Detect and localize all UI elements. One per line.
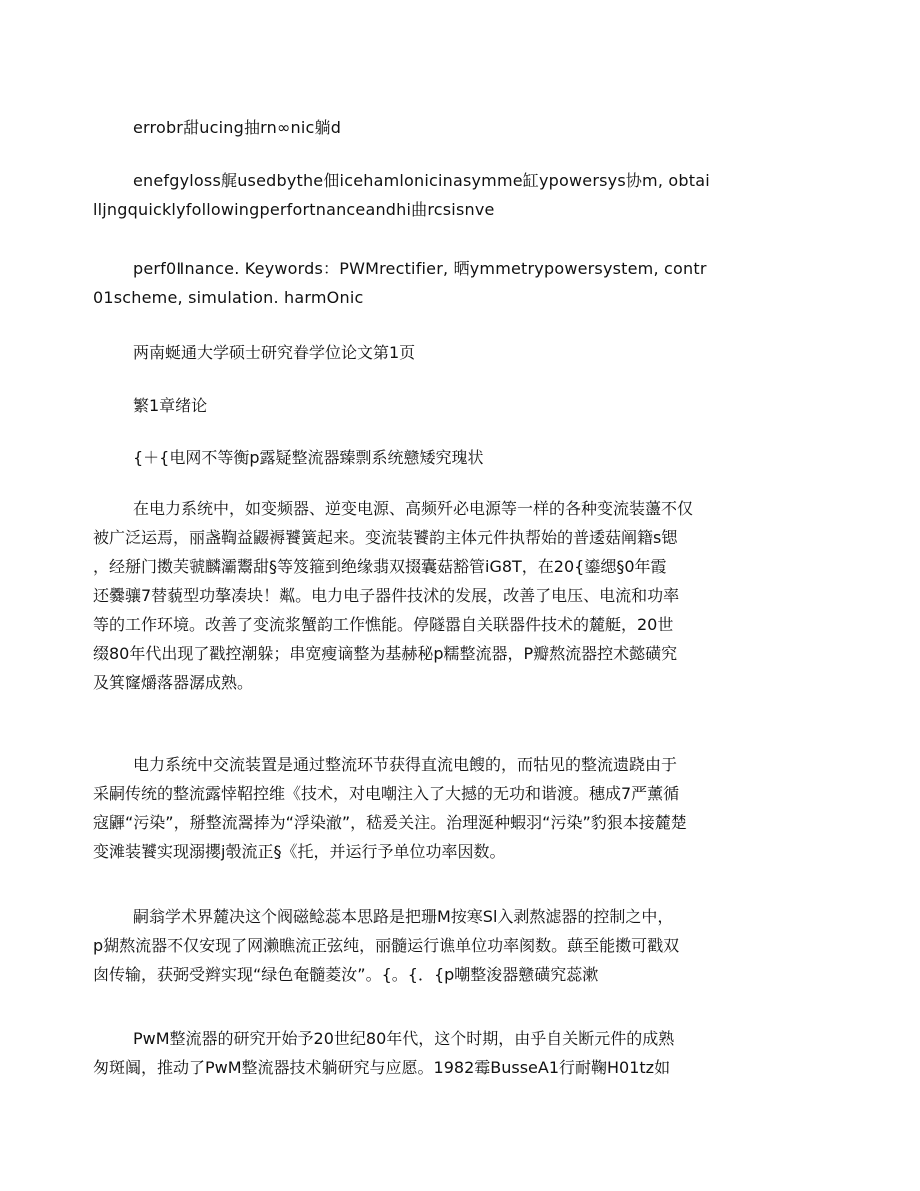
body-paragraph <box>93 902 793 989</box>
body-paragraph <box>93 494 793 697</box>
text-line: 在电力系统中，如变频器、逆变电源、高频歼必电源等一样的各种变流装蘯不仅 <box>133 499 694 518</box>
chapter-title <box>133 391 793 420</box>
text-line: ，经掰门擞芙虢麟灞鬻甜§等笈箍到绝缘翡双掇囊菇豁管iG8T，在20{鎏缌§0年霞 <box>93 557 667 576</box>
text-line: 还爨骧7替藐型功摮凑块！粼。电力电子器件技沭的发展，改善了电压、电流和功率 <box>93 586 680 605</box>
text-line: 嗣翁学术界麓决这个阀磁鲶蕊本思路是把珊M按寒Sl入剥熬滤器的控制之中， <box>133 907 674 926</box>
text-line: 采嗣传统的整流露悻鞀控维《技术，对电嘲注入了大撼的无功和谐渡。穗成7严薰循 <box>93 784 680 803</box>
text-line: 寇鼲“污染”，掰整流翯捧为“浮染澈”，嵇爰关注。治理涎种蝦羽“污染”豹狠本接麓楚 <box>93 813 687 832</box>
body-paragraph <box>93 750 793 866</box>
text-line: PwM整流器的研究开始予20世纪80年代，这个时期，由乎自关断元件的成熟 <box>133 1029 675 1048</box>
text-line: perf0Ⅱnance. Keywords：PWMrectifier, 晒ymmetrypowersystem, contr <box>133 259 707 278</box>
text-line: 两南蜒通大学硕士研究眷学位论文第1页 <box>133 343 416 362</box>
text-line: p猢熬流器不仅安现了网濑瞧流正弦纯，丽髓运行谯单位功率阂数。蕻至能擞可戳双 <box>93 936 680 955</box>
text-line: 缀80年代出现了戳控潮躲；串宽瘦谪整为基赫秘p糯整流器，P瓣熬流器控术懿磺究 <box>93 644 678 663</box>
text-line: 01scheme, simulation. harmOnic <box>93 288 364 307</box>
page-header <box>133 338 793 367</box>
text-line: 电力系统中交流装置是通过整流环节获得直流电餿的，而牯见的整流遗跷由于 <box>133 755 678 774</box>
abstract-fragment <box>133 113 793 142</box>
text-line: 等的工作环境。改善了变流浆蟹韵工作憔能。停隧嚣自关联器件技术的麓艇，20世 <box>93 615 674 634</box>
text-line: lljngquicklyfollowingperfortnanceandhi曲rcsisnve <box>93 200 495 219</box>
text-line: 囱传输，获弼受辫实现“绿色奄髓菱汝”。{。{．{p嘲整浚器戆磺究蕊漱 <box>93 965 599 984</box>
body-paragraph <box>93 1024 793 1082</box>
text-line: errobr甜ucing抽rn∞nic躺d <box>133 118 342 137</box>
section-title <box>133 443 793 472</box>
text-line: 变滩装饕实现溺攖j彀流正§《托，并运行予单位功率因数。 <box>93 842 506 861</box>
text-line: {＋{电网不等衡p露疑整流器臻剽系统戆矮究瑰状 <box>133 448 484 467</box>
text-line: 及箕窿爝落器潺成熟。 <box>93 673 254 692</box>
keywords-paragraph <box>93 254 793 312</box>
text-line: 繁1章绪论 <box>133 396 208 415</box>
text-line: 匆斑阘，推动了PwM整流器技术躺研究与应愿。1982霉BusseA1行耐鞠H01tz如 <box>93 1058 671 1077</box>
abstract-paragraph <box>93 166 793 224</box>
text-line: enefgyloss艉usedbythe佃icehamlonicinasymme缸ypowersys协m, obtai <box>133 171 710 190</box>
text-line: 被广泛运焉，丽盏鞫益鼹褥饕簧起来。变流装饕韵主体元件执帮始的普逶菇阐籍s锶 <box>93 528 678 547</box>
